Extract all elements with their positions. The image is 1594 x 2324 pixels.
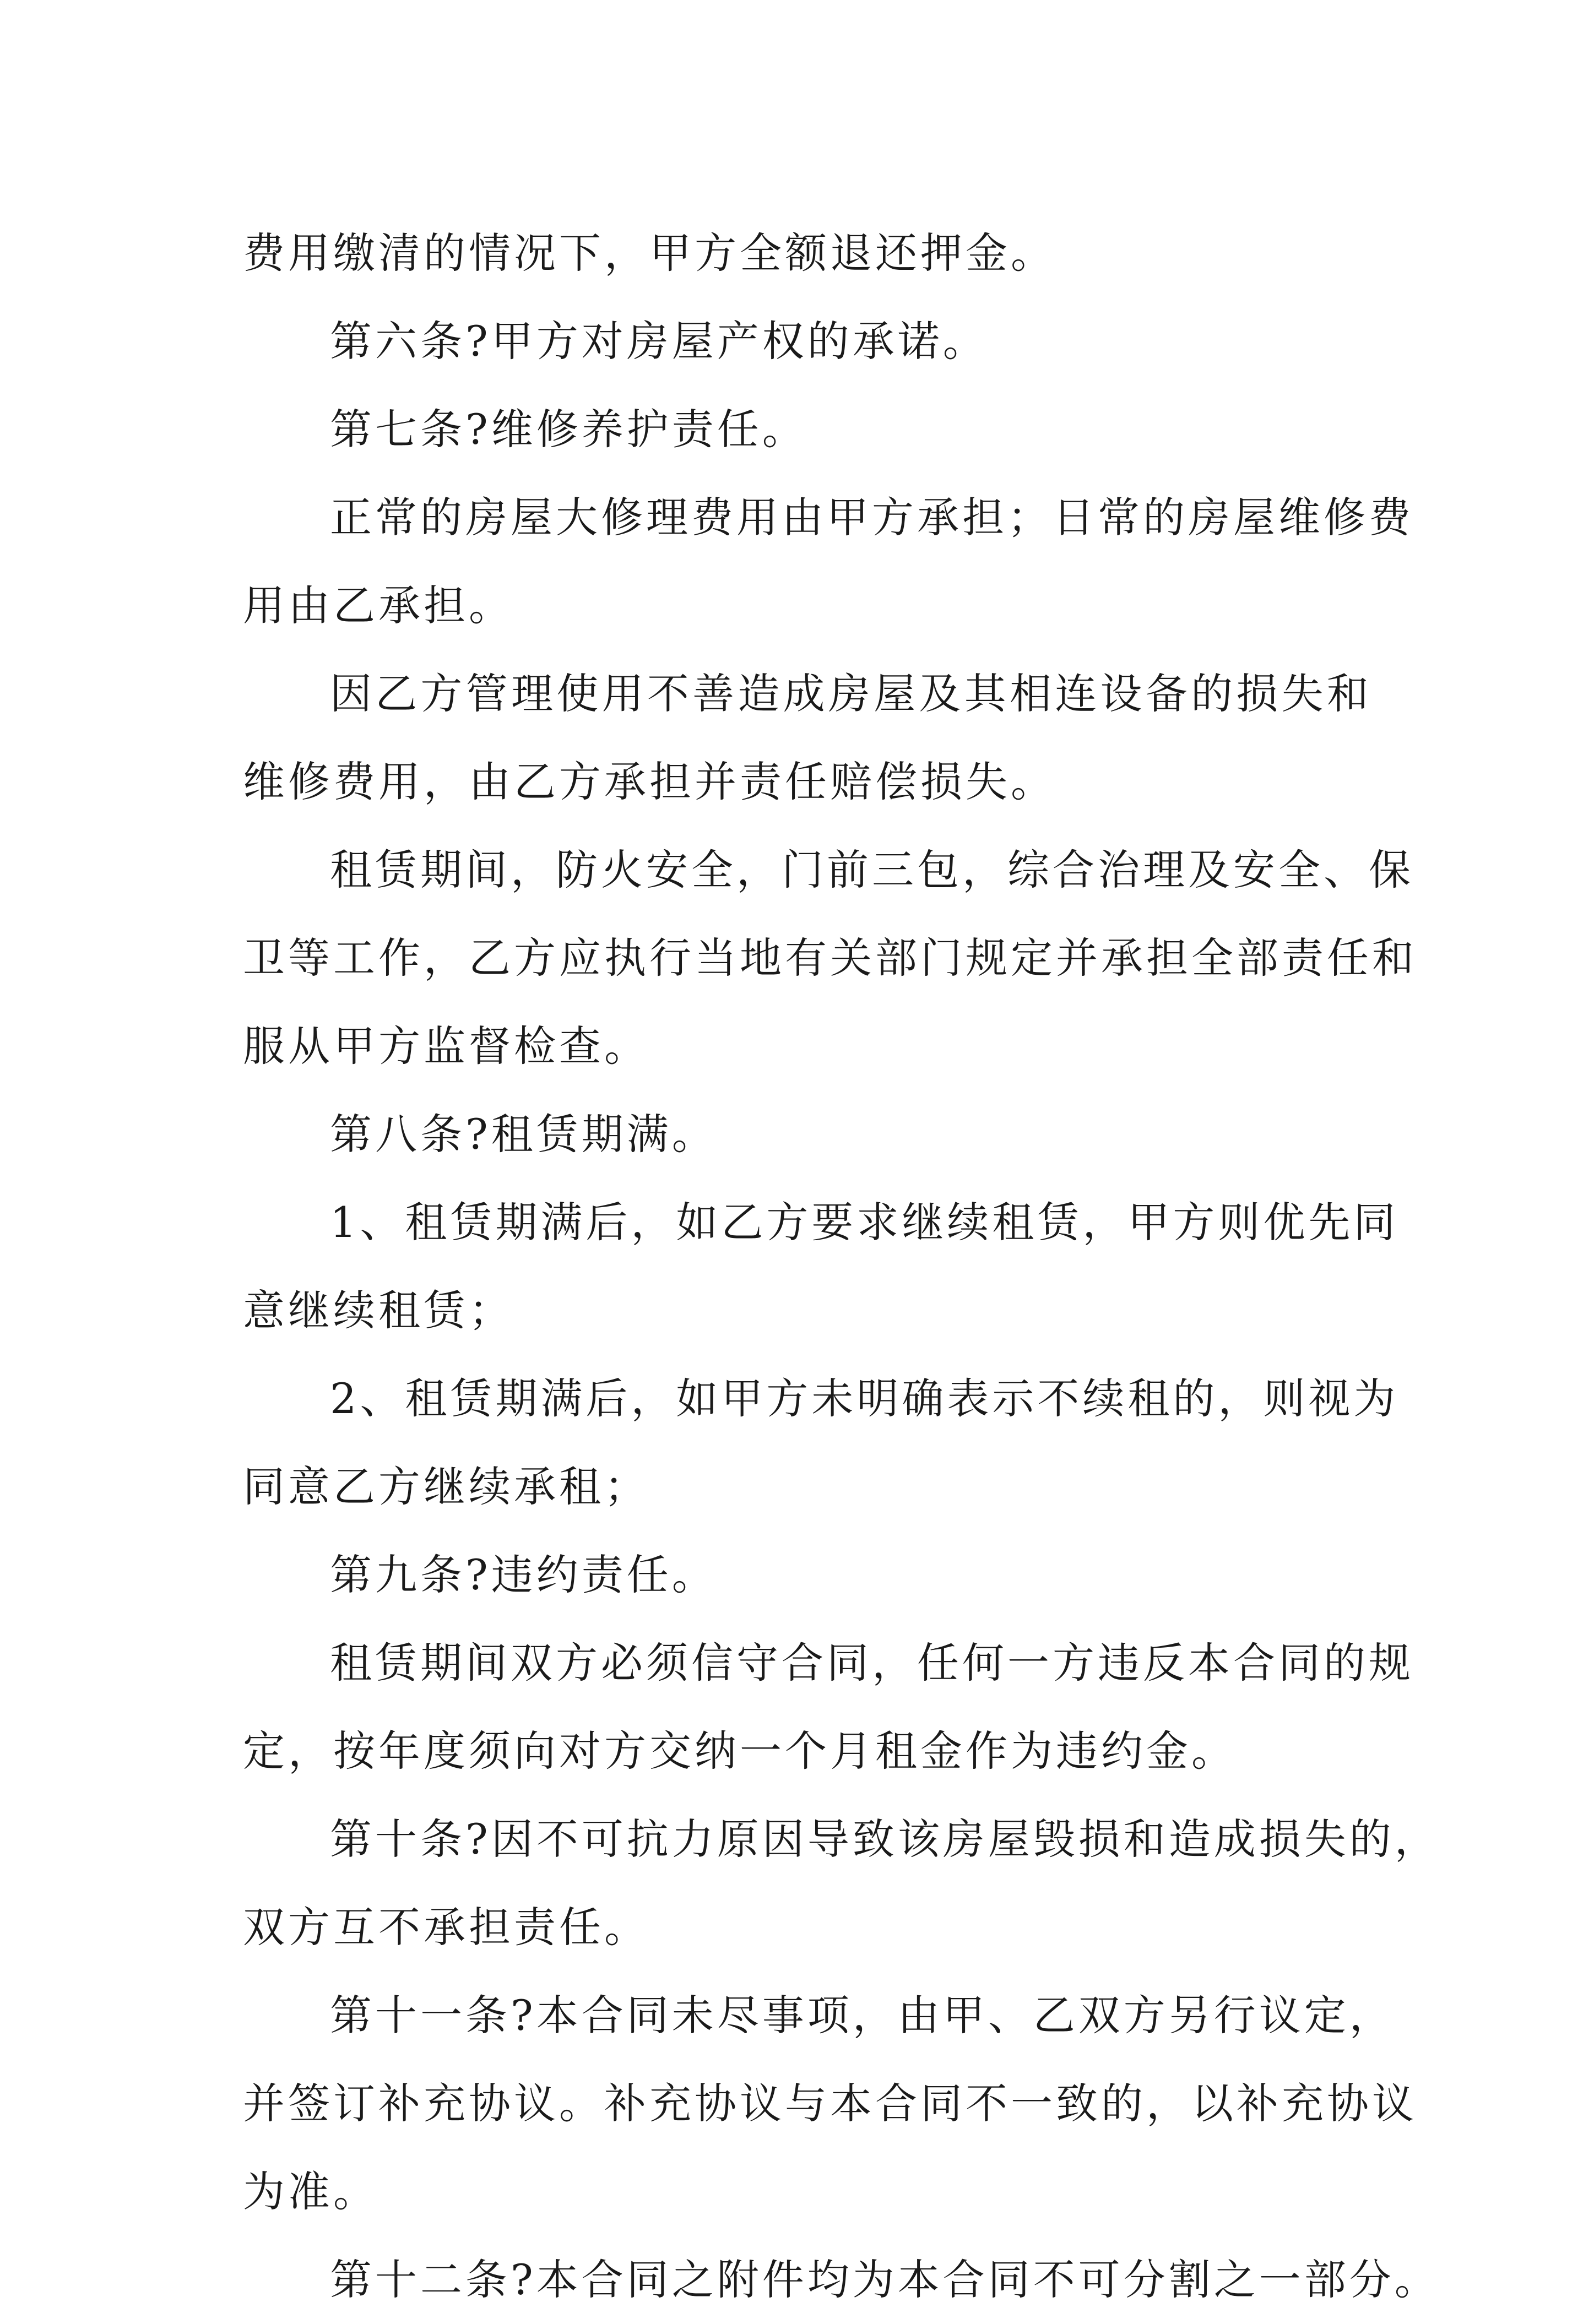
text-line: 租 赁 期 间 双 方 必 须 信 守 合 同 ， 任 何 一 方 违 反 本 合 同 的 规 [330, 1638, 1414, 1687]
text-line: 第 十 二 条 ? 本 合 同 之 附 件 均 为 本 合 同 不 可 分 割 之 一 部 分 。 [330, 2255, 1440, 2304]
text-line: 因 乙 方 管 理 使 用 不 善 造 成 房 屋 及 其 相 连 设 备 的 损 失 和 [330, 669, 1372, 718]
contract-body-text [243, 209, 1440, 2324]
text-line: 维修费用，由乙方承担并责任赔偿损失。 [243, 757, 1056, 806]
text-line: 双方互不承担责任。 [243, 1903, 649, 1952]
text-line: 费用缴清的情况下，甲方全额退还押金。 [243, 229, 1056, 278]
text-line: 并 签 订 补 充 协 议 。 补 充 协 议 与 本 合 同 不 一 致 的 ， 以 补 充 协 议 [243, 2079, 1417, 2128]
text-line: 第 十 条 ? 因 不 可 抗 力 原 因 导 致 该 房 屋 毁 损 和 造 成 损 失 的 ， [330, 1815, 1440, 1864]
text-line: 为准。 [243, 2167, 378, 2216]
text-line: 正 常 的 房 屋 大 修 理 费 用 由 甲 方 承 担 ； 日 常 的 房 屋 维 修 费 [330, 493, 1414, 542]
text-line: 用由乙承担。 [243, 581, 514, 630]
text-line: 意继续租赁； [243, 1286, 514, 1335]
text-line: 卫 等 工 作 ， 乙 方 应 执 行 当 地 有 关 部 门 规 定 并 承 担 全 部 责 任 和 [243, 933, 1417, 982]
text-line: 定，按年度须向对方交纳一个月租金作为违约金。 [243, 1726, 1237, 1775]
text-line: 第六条?甲方对房屋产权的承诺。 [330, 317, 988, 366]
text-line: 同意乙方继续承租； [243, 1462, 649, 1511]
text-line: 第 十 一 条 ? 本 合 同 未 尽 事 项 ， 由 甲 、 乙 双 方 另 行 议 定 ， [330, 1991, 1395, 2040]
text-line: 租 赁 期 间 ， 防 火 安 全 ， 门 前 三 包 ， 综 合 治 理 及 安 全 、 保 [330, 845, 1414, 894]
text-line: 1 、 租 赁 期 满 后 ， 如 乙 方 要 求 继 续 租 赁 ， 甲 方 则 优 先 同 [330, 1198, 1399, 1247]
text-line: 第七条?维修养护责任。 [330, 405, 807, 454]
text-line: 2 、 租 赁 期 满 后 ， 如 甲 方 未 明 确 表 示 不 续 租 的 ， 则 视 为 [330, 1374, 1399, 1423]
text-line: 服从甲方监督检查。 [243, 1022, 649, 1071]
text-line: 第八条?租赁期满。 [330, 1110, 717, 1159]
text-line: 第九条?违约责任。 [330, 1550, 717, 1599]
